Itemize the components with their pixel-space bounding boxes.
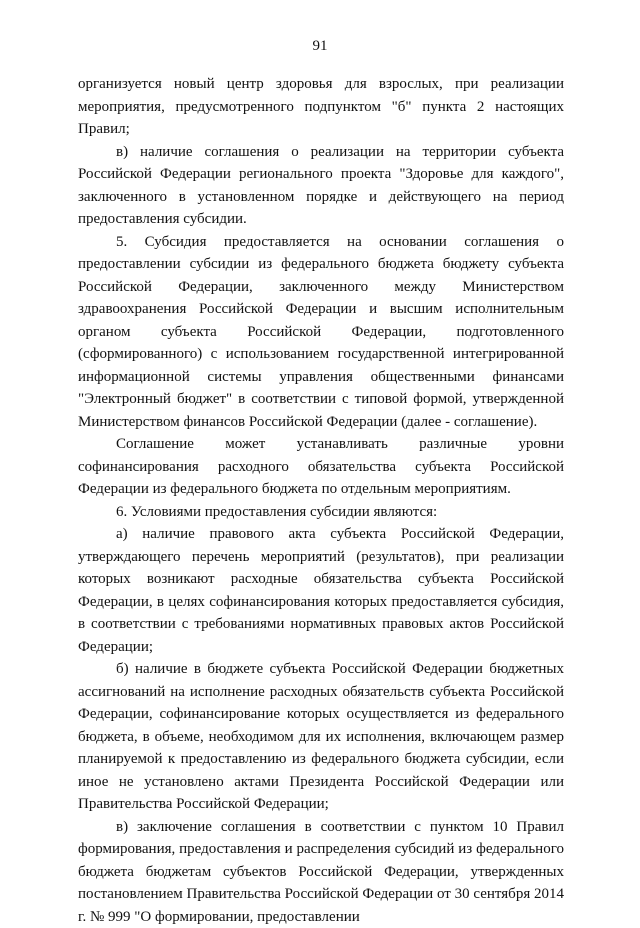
paragraph-subitem-a: а) наличие правового акта субъекта Российской Федерации, утверждающего перечень мероприятий (результатов), при реализации которых возникают расходные обязательства субъекта Российской Федерации, в целях софинансирования которых предоставляется субсидия, в соответствии с требованиями нормативных правовых актов Российской Федерации; xyxy=(78,523,564,658)
paragraph-item-6: 6. Условиями предоставления субсидии являются: xyxy=(78,501,564,524)
paragraph-cofinancing: Соглашение может устанавливать различные уровни софинансирования расходного обязательства субъекта Российской Федерации из федерального бюджета по отдельным мероприятиям. xyxy=(78,433,564,501)
document-body xyxy=(78,73,564,928)
paragraph-subitem-v-agreement: в) наличие соглашения о реализации на территории субъекта Российской Федерации регионального проекта "Здоровье для каждого", заключенного в установленном порядке и действующего на период предоставления субсидии. xyxy=(78,141,564,231)
paragraph-continuation: организуется новый центр здоровья для взрослых, при реализации мероприятия, предусмотренного подпунктом "б" пункта 2 настоящих Правил; xyxy=(78,73,564,141)
paragraph-subitem-v: в) заключение соглашения в соответствии с пунктом 10 Правил формирования, предоставления и распределения субсидий из федерального бюджета бюджетам субъектов Российской Федерации, утвержденных постановлением Правительства Российской Федерации от 30 сентября 2014 г. № 999 "О формировании, предоставлении xyxy=(78,816,564,928)
paragraph-item-5: 5. Субсидия предоставляется на основании соглашения о предоставлении субсидии из федерального бюджета бюджету субъекта Российской Федерации, заключенного между Министерством здравоохранения Российской Федерации и высшим исполнительным органом субъекта Российской Федерации, подготовленного (сформированного) с использованием государственной интегрированной информационной системы управления общественными финансами "Электронный бюджет" в соответствии с типовой формой, утвержденной Министерством финансов Российской Федерации (далее - соглашение). xyxy=(78,231,564,434)
page-number: 91 xyxy=(0,38,640,55)
paragraph-subitem-b: б) наличие в бюджете субъекта Российской Федерации бюджетных ассигнований на исполнение расходных обязательств субъекта Российской Федерации, софинансирование которых осуществляется из федерального бюджета, в объеме, необходимом для их исполнения, включающем размер планируемой к предоставлению из федерального бюджета субсидии, если иное не установлено актами Президента Российской Федерации или Правительства Российской Федерации; xyxy=(78,658,564,816)
